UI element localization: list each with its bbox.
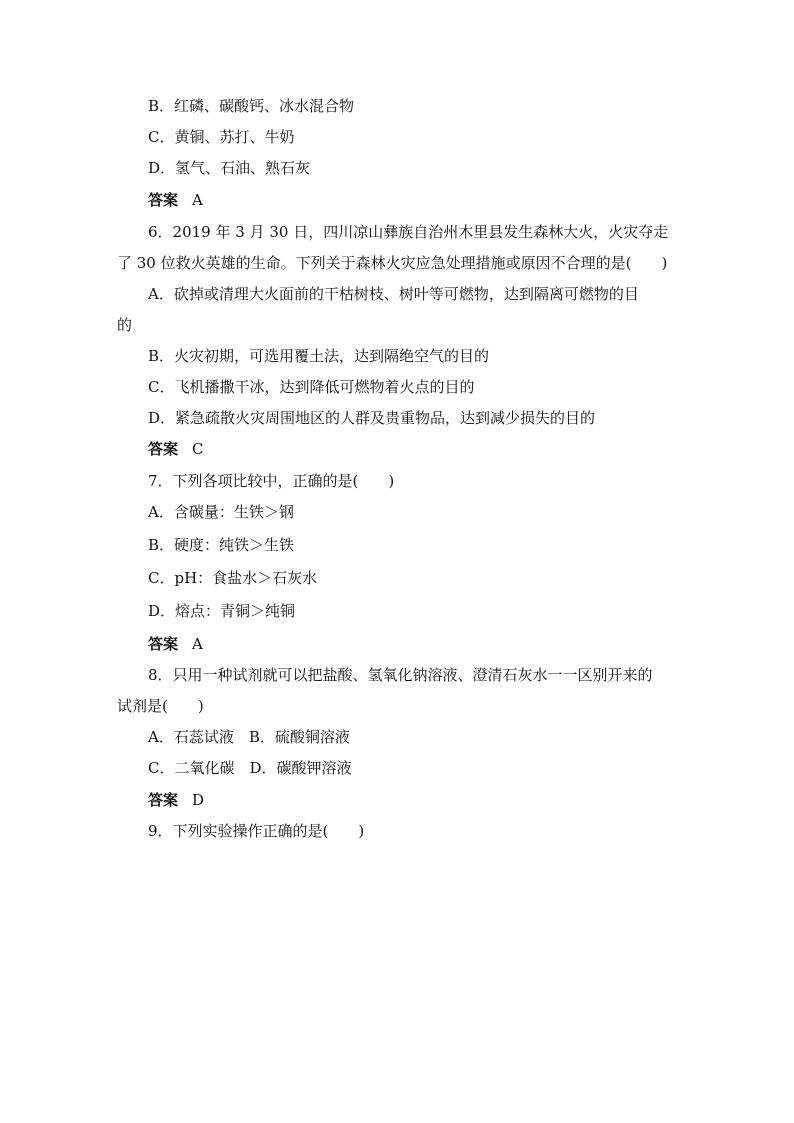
q5-option-d: D．氢气、石油、熟石灰 [148,159,311,177]
q7-stem: 7．下列各项比较中，正确的是( ) [148,472,395,490]
answer-label: 答案 [148,440,179,458]
answer-label: 答案 [148,191,179,209]
q8-answer [148,790,204,810]
q7-option-b: B．硬度：纯铁＞生铁 [148,536,295,554]
q5-option-c: C．黄铜、苏打、牛奶 [148,128,295,146]
q8-options-cd: C．二氧化碳 D．碳酸钾溶液 [148,759,352,777]
q6-answer [148,439,204,459]
answer-label: 答案 [148,791,179,809]
q5-answer [148,190,203,210]
q6-stem-line1: 6．2019 年 3 月 30 日，四川凉山彝族自治州木里县发生森林大火，火灾夺走 [148,223,669,241]
answer-value: D [192,791,205,809]
q8-options-ab: A．石蕊试液 B．硫酸铜溶液 [148,728,350,746]
q7-option-a: A．含碳量：生铁＞钢 [148,503,294,521]
q7-option-c: C．pH：食盐水＞石灰水 [148,569,318,587]
q6-option-d: D．紧急疏散火灾周围地区的人群及贵重物品，达到减少损失的目的 [148,409,596,427]
q6-option-a-line2: 的 [117,316,133,334]
answer-label: 答案 [148,635,179,653]
q7-option-d: D．熔点：青铜＞纯铜 [148,602,296,620]
q6-stem-line2: 了 30 位救火英雄的生命。下列关于森林火灾应急处理措施或原因不合理的是( ) [117,254,668,272]
q8-stem-line1: 8．只用一种试剂就可以把盐酸、氢氧化钠溶液、澄清石灰水一一区别开来的 [148,666,653,684]
answer-value: A [192,191,203,209]
q6-option-a-line1: A．砍掉或清理大火面前的干枯树枝、树叶等可燃物，达到隔离可燃物的目 [148,285,639,303]
q6-option-b: B．火灾初期，可选用覆土法，达到隔绝空气的目的 [148,347,490,365]
q5-option-b: B．红磷、碳酸钙、冰水混合物 [148,97,355,115]
q6-option-c: C．飞机播撒干冰，达到降低可燃物着火点的目的 [148,378,475,396]
q8-stem-line2: 试剂是( ) [117,697,204,715]
answer-value: C [192,440,204,458]
q7-answer [148,634,203,654]
answer-value: A [192,635,203,653]
q9-stem: 9．下列实验操作正确的是( ) [148,822,365,840]
